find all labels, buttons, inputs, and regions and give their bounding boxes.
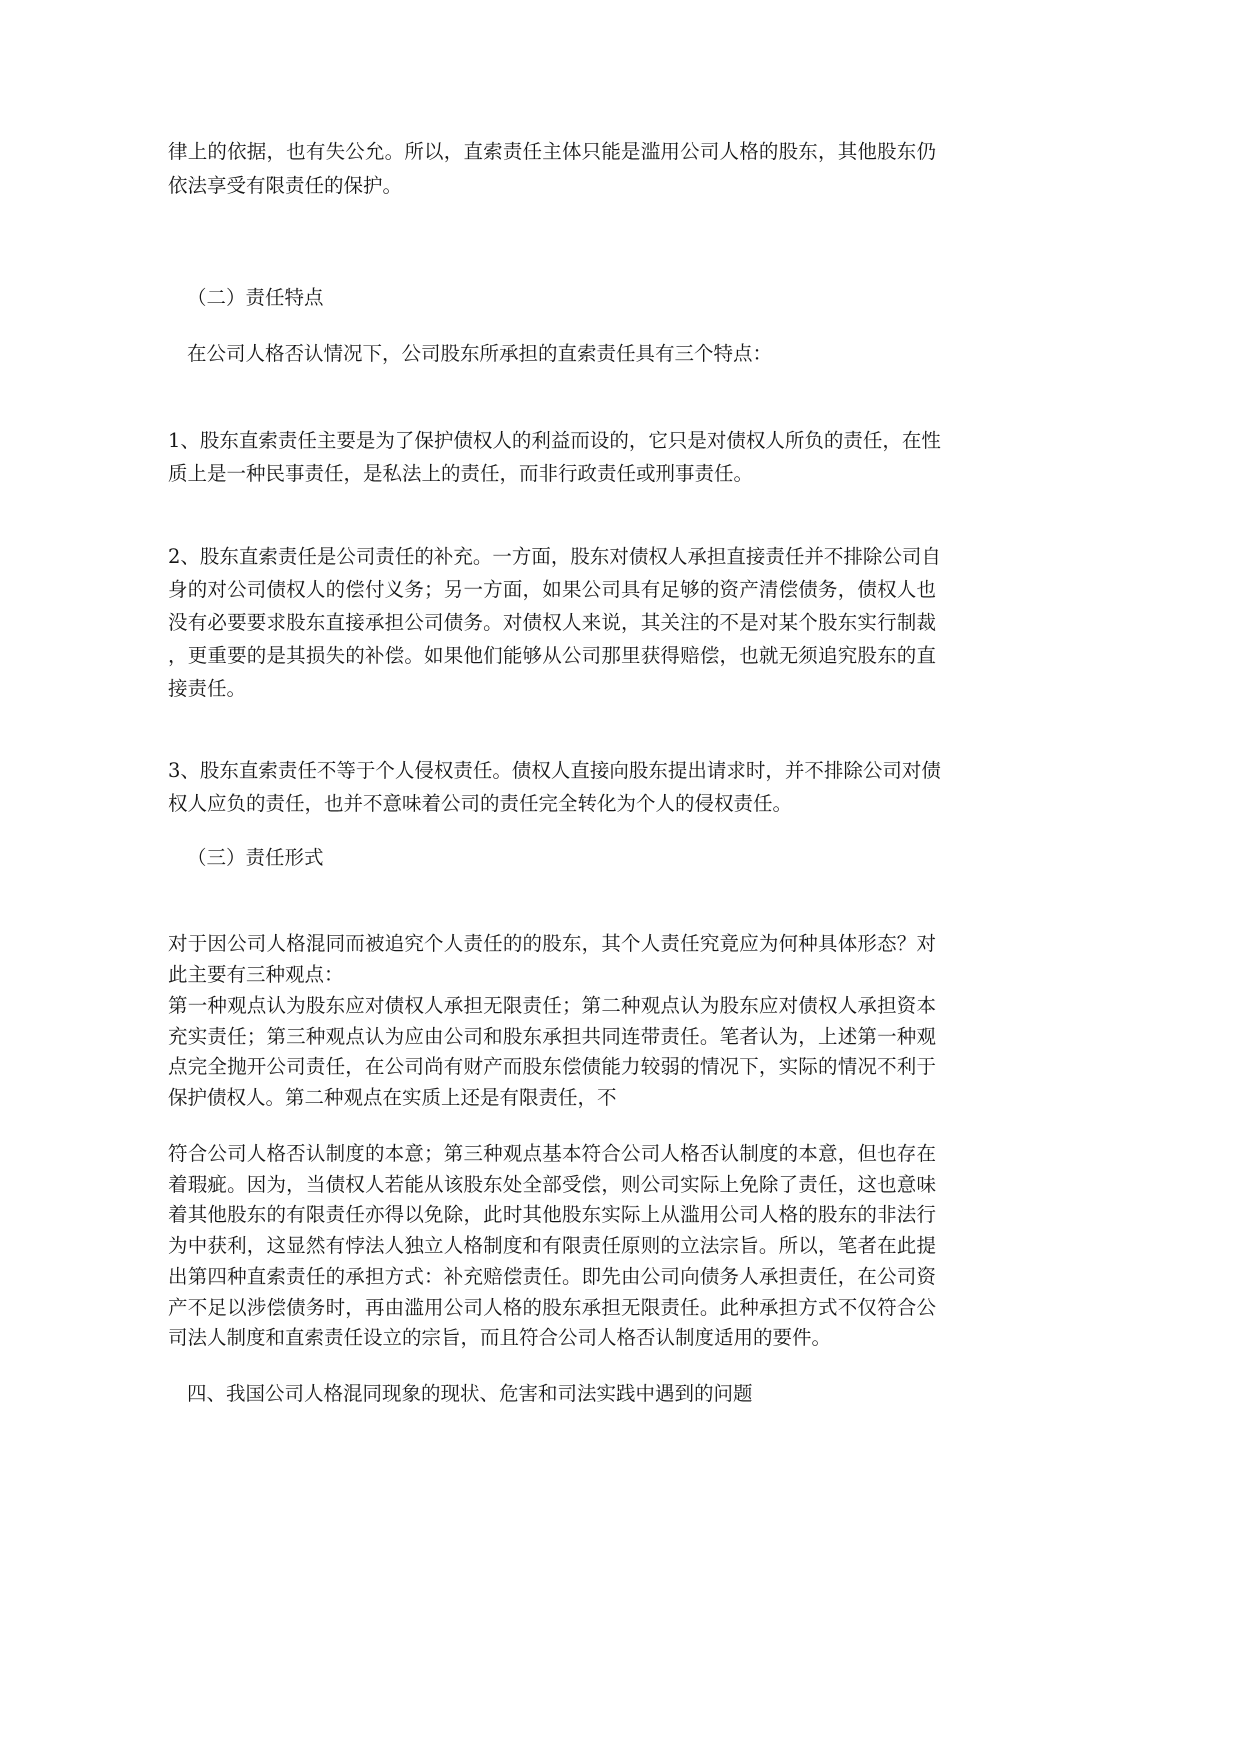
text-line: 身的对公司债权人的偿付义务；另一方面，如果公司具有足够的资产清偿债务，债权人也 xyxy=(168,578,936,601)
text-line: 产不足以涉偿债务时，再由滥用公司人格的股东承担无限责任。此种承担方式不仅符合公 xyxy=(168,1296,936,1319)
section-heading: （三）责任形式 xyxy=(187,846,324,869)
text-line: 点完全抛开公司责任，在公司尚有财产而股东偿债能力较弱的情况下，实际的情况不利于 xyxy=(168,1055,936,1078)
chapter-heading: 四、我国公司人格混同现象的现状、危害和司法实践中遇到的问题 xyxy=(187,1382,753,1405)
text-line: 充实责任；第三种观点认为应由公司和股东承担共同连带责任。笔者认为，上述第一种观 xyxy=(168,1025,936,1048)
text-line: 第一种观点认为股东应对债权人承担无限责任；第二种观点认为股东应对债权人承担资本 xyxy=(168,994,936,1017)
text-line: 律上的依据，也有失公允。所以，直索责任主体只能是滥用公司人格的股东，其他股东仍 xyxy=(168,140,936,163)
text-line: 1、股东直索责任主要是为了保护债权人的利益而设的，它只是对债权人所负的责任，在性 xyxy=(168,429,941,452)
text-line: 为中获利，这显然有悖法人独立人格制度和有限责任原则的立法宗旨。所以，笔者在此提 xyxy=(168,1234,936,1257)
text-line: ，更重要的是其损失的补偿。如果他们能够从公司那里获得赔偿，也就无须追究股东的直 xyxy=(168,644,936,667)
text-line: 着其他股东的有限责任亦得以免除，此时其他股东实际上从滥用公司人格的股东的非法行 xyxy=(168,1203,936,1226)
section-heading: （二）责任特点 xyxy=(187,286,324,309)
text-line: 对于因公司人格混同而被追究个人责任的的股东，其个人责任究竟应为何种具体形态？对 xyxy=(168,932,936,955)
text-line: 2、股东直索责任是公司责任的补充。一方面，股东对债权人承担直接责任并不排除公司自 xyxy=(168,545,941,568)
text-line: 着瑕疵。因为，当债权人若能从该股东处全部受偿，则公司实际上免除了责任，这也意味 xyxy=(168,1173,936,1196)
text-line: 司法人制度和直索责任设立的宗旨，而且符合公司人格否认制度适用的要件。 xyxy=(168,1326,832,1349)
text-line: 保护债权人。第二种观点在实质上还是有限责任，不 xyxy=(168,1086,617,1109)
section-intro: 在公司人格否认情况下，公司股东所承担的直索责任具有三个特点： xyxy=(187,342,773,365)
text-line: 没有必要要求股东直接承担公司债务。对债权人来说，其关注的不是对某个股东实行制裁 xyxy=(168,611,936,634)
text-line: 接责任。 xyxy=(168,677,247,700)
text-line: 符合公司人格否认制度的本意；第三种观点基本符合公司人格否认制度的本意，但也存在 xyxy=(168,1142,936,1165)
text-line: 权人应负的责任，也并不意味着公司的责任完全转化为个人的侵权责任。 xyxy=(168,792,793,815)
text-line: 此主要有三种观点： xyxy=(168,963,344,986)
text-line: 依法享受有限责任的保护。 xyxy=(168,174,403,197)
text-line: 质上是一种民事责任，是私法上的责任，而非行政责任或刑事责任。 xyxy=(168,462,754,485)
text-line: 出第四种直索责任的承担方式：补充赔偿责任。即先由公司向债务人承担责任，在公司资 xyxy=(168,1265,936,1288)
text-line: 3、股东直索责任不等于个人侵权责任。债权人直接向股东提出请求时，并不排除公司对债 xyxy=(168,759,941,782)
